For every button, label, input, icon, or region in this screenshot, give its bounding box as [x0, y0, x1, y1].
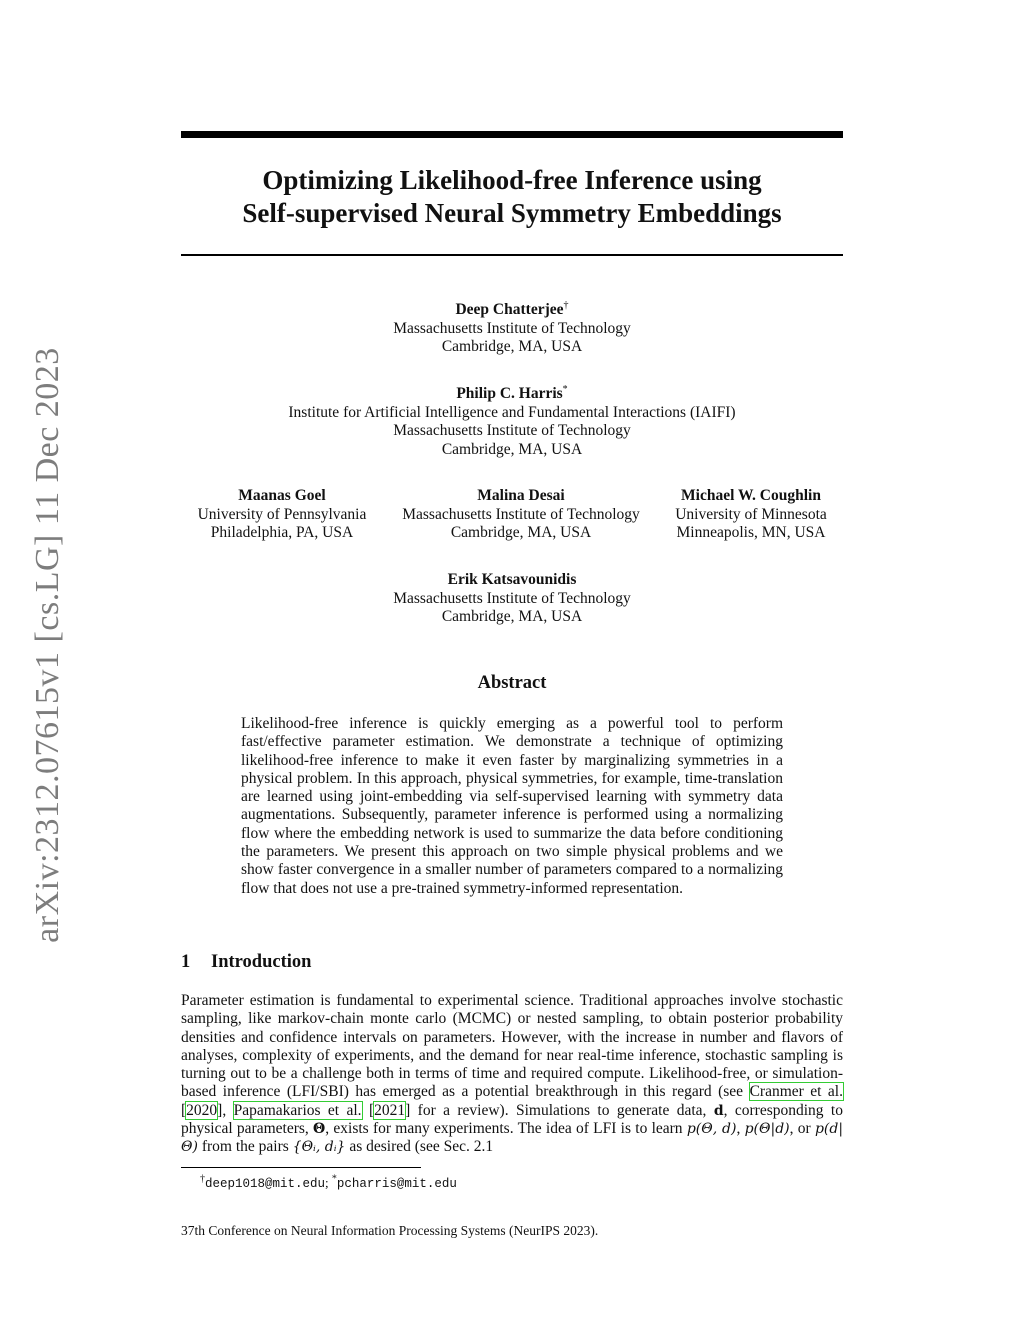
author-name: Philip C. Harris [456, 385, 563, 402]
author-location: Cambridge, MA, USA [441, 338, 583, 355]
author-name: Malina Desai [477, 487, 565, 504]
author-affiliation: University of Pennsylvania [197, 505, 367, 523]
math-data-symbol: d [713, 1102, 724, 1119]
section-heading-introduction [181, 952, 311, 973]
abstract-heading: Abstract [477, 673, 547, 693]
intro-text: , exists for many experiments. The idea of LFI is to learn [325, 1120, 683, 1138]
venue-note: 37th Conference on Neural Information Processing Systems (NeurIPS 2023). [181, 1223, 599, 1238]
math-posterior: p(Θ|d) [744, 1121, 790, 1138]
author-name: Maanas Goel [238, 487, 326, 504]
title-bottom-rule [181, 254, 843, 256]
author-michael-coughlin [659, 487, 843, 543]
author-location: Cambridge, MA, USA [441, 440, 583, 458]
math-likelihood: p(d|Θ) [181, 1121, 844, 1156]
author-location: Philadelphia, PA, USA [210, 524, 354, 541]
intro-text: as desired (see Sec. 2.1 [349, 1138, 494, 1156]
author-name: Michael W. Coughlin [681, 487, 821, 504]
author-location: Cambridge, MA, USA [441, 608, 583, 625]
abstract-text: Likelihood-free inference is quickly emerging as a powerful tool to perform fast/effective parameter estimation. We demonstrate a technique of optimizing likelihood-free inference to make it even faster by marginalizing symmetries in a physical problem. In this approach, physical symmetries, for example, time-translation are learned using joint-embedding via self-supervised learning with symmetry data augmentations. Subsequently, parameter inference is performed using a normalizing flow where the embedding network is used to summarize the data before conditioning the parameters. We present this approach on two simple physical problems and we show faster convergence in a smaller number of parameters compared to a normalizing flow that does not use a pre-trained symmetry-informed representation. [241, 715, 783, 897]
footnote-rule [181, 1167, 421, 1168]
introduction-paragraph: Parameter estimation is fundamental to experimental science. Traditional approaches involve stochastic sampling, like markov-chain monte carlo (MCMC) or nested sampling, to obtain posterior probability densities and confidence intervals on parameters. However, with the increase in number and flavors of analyses, complexity of experiments, and the demand for near real-time inference, stochastic sampling is turning out to be a challenge both in terms of time and required compute. Likelihood-free, or simulation-based inference (LFI/SBI) has emerged as a potential breakthrough in this regard (see Cranmer et al. [2020], Papamakarios et al. [2021] for a review). Simulations to generate data, d, corresponding to physical parameters, Θ, exists for many experiments. The idea of LFI is to learn p(Θ, d), p(Θ|d), or p(d|Θ) from the pairs {Θᵢ, dᵢ} as desired (see Sec. 2.1 [181, 992, 844, 1156]
citation-cranmer[interactable]: Cranmer et al. [749, 1083, 843, 1101]
intro-text: , or [789, 1120, 811, 1138]
author-deep-chatterjee [181, 301, 843, 357]
math-pairs: {Θᵢ, dᵢ} [292, 1139, 346, 1156]
author-malina-desai [387, 487, 655, 543]
citation-cranmer-year[interactable]: 2020 [186, 1101, 218, 1119]
intro-text: for a review). Simulations to generate data, [417, 1101, 707, 1119]
title-top-rule [181, 131, 843, 138]
author-maanas-goel [181, 487, 383, 543]
author-affiliation: Massachusetts Institute of Technology [402, 505, 640, 523]
star-mark: * [331, 1173, 337, 1185]
paper-title [181, 164, 843, 230]
footnote-separator: ; [325, 1175, 329, 1190]
footnote-emails [200, 1175, 457, 1191]
author-affiliation: Massachusetts Institute of Technology [393, 422, 631, 439]
email-deep[interactable]: deep1018@mit.edu [205, 1177, 326, 1191]
author-affiliation: Massachusetts Institute of Technology [393, 319, 631, 337]
section-number: 1 [181, 952, 191, 972]
author-affiliation: Massachusetts Institute of Technology [393, 589, 631, 607]
citation-papamakarios-year[interactable]: 2021 [374, 1101, 406, 1119]
author-erik-katsavounidis [181, 571, 843, 627]
section-title: Introduction [211, 952, 312, 972]
dagger-mark: † [200, 1173, 205, 1185]
author-affiliation: Institute for Artificial Intelligence and Fundamental Interactions (IAIFI) [288, 403, 736, 421]
intro-text: Parameter estimation is fundamental to experimental science. Traditional approaches involve stochastic sampling, like markov-chain monte carlo (MCMC) or nested sampling, to obtain posterior probability densities and confidence intervals on parameters. However, with the increase in number and flavors of analyses, complexity of experiments, and the demand for near real-time inference, stochastic sampling is turning out to be a challenge both in terms of time and required compute. Likelihood-free, or simulation-based inference (LFI/SBI) has emerged as a potential breakthrough in this regard (see [181, 992, 843, 1101]
author-philip-harris [181, 385, 843, 459]
math-theta-symbol: Θ [313, 1121, 326, 1138]
citation-papamakarios[interactable]: Papamakarios et al. [233, 1101, 362, 1119]
dagger-mark: † [563, 299, 569, 311]
author-affiliation: University of Minnesota [675, 505, 827, 523]
title-line-1: Optimizing Likelihood-free Inference using [262, 165, 762, 195]
author-name: Erik Katsavounidis [447, 571, 577, 588]
intro-text: from the pairs [201, 1138, 289, 1156]
email-pcharris[interactable]: pcharris@mit.edu [336, 1177, 457, 1191]
title-line-2: Self-supervised Neural Symmetry Embeddings [242, 198, 782, 228]
star-mark: * [562, 383, 568, 395]
math-joint-density: p(Θ, d) [686, 1121, 737, 1138]
author-name: Deep Chatterjee [455, 301, 564, 318]
author-location: Minneapolis, MN, USA [676, 524, 826, 541]
author-location: Cambridge, MA, USA [450, 524, 592, 541]
arxiv-identifier: arXiv:2312.07615v1 [cs.LG] 11 Dec 2023 [29, 347, 66, 943]
intro-text: , corresponding to physical parameters, [181, 1101, 843, 1138]
